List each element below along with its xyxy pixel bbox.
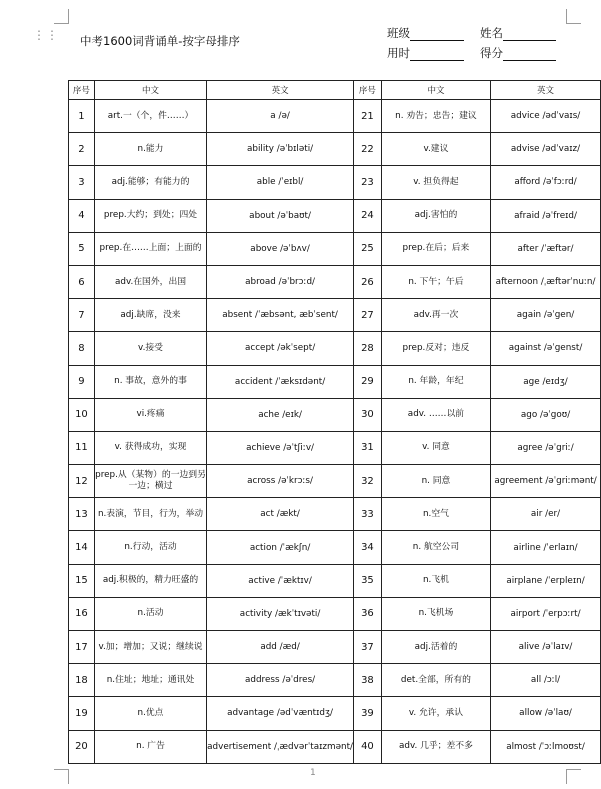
index-cell: 40 bbox=[354, 730, 382, 763]
table-row bbox=[69, 431, 601, 464]
chinese-cell: n.活动 bbox=[94, 597, 206, 630]
table-row bbox=[69, 365, 601, 398]
chinese-cell: adv. ……以前 bbox=[381, 398, 490, 431]
index-cell: 5 bbox=[69, 232, 95, 265]
chinese-cell: v. 同意 bbox=[381, 431, 490, 464]
index-cell: 29 bbox=[354, 365, 382, 398]
english-cell: air /er/ bbox=[491, 498, 601, 531]
table-body bbox=[69, 100, 601, 764]
index-cell: 32 bbox=[354, 465, 382, 498]
chinese-cell: adj.能够；有能力的 bbox=[94, 166, 206, 199]
english-cell: again /əˈgen/ bbox=[491, 299, 601, 332]
chinese-cell: n.住址；地址；通讯处 bbox=[94, 664, 206, 697]
index-cell: 37 bbox=[354, 631, 382, 664]
chinese-cell: prep.在后；后来 bbox=[381, 232, 490, 265]
table-row bbox=[69, 465, 601, 498]
english-cell: active /ˈæktɪv/ bbox=[207, 564, 354, 597]
index-cell: 20 bbox=[69, 730, 95, 763]
col-header-chinese: 中文 bbox=[94, 81, 206, 100]
table-row bbox=[69, 531, 601, 564]
index-cell: 10 bbox=[69, 398, 95, 431]
chinese-cell: n.优点 bbox=[94, 697, 206, 730]
chinese-cell: prep.在……上面；上面的 bbox=[94, 232, 206, 265]
chinese-cell: adj.害怕的 bbox=[381, 199, 490, 232]
index-cell: 21 bbox=[354, 100, 382, 133]
table-header-row bbox=[69, 81, 601, 100]
chinese-cell: prep.反对；违反 bbox=[381, 332, 490, 365]
score-field[interactable]: 得分 bbox=[480, 45, 556, 61]
index-cell: 27 bbox=[354, 299, 382, 332]
chinese-cell: art.一（个，件……） bbox=[94, 100, 206, 133]
table-row bbox=[69, 597, 601, 630]
chinese-cell: prep.从（某物）的一边到另一边；横过 bbox=[94, 465, 206, 498]
chinese-cell: n.飞机 bbox=[381, 564, 490, 597]
english-cell: after /ˈæftər/ bbox=[491, 232, 601, 265]
chinese-cell: v.加；增加；又说；继续说 bbox=[94, 631, 206, 664]
index-cell: 9 bbox=[69, 365, 95, 398]
chinese-cell: v.接受 bbox=[94, 332, 206, 365]
english-cell: across /əˈkrɔːs/ bbox=[207, 465, 354, 498]
index-cell: 12 bbox=[69, 465, 95, 498]
col-header-index: 序号 bbox=[354, 81, 382, 100]
table-row bbox=[69, 730, 601, 763]
chinese-cell: v. 允许，承认 bbox=[381, 697, 490, 730]
english-cell: all /ɔːl/ bbox=[491, 664, 601, 697]
class-field[interactable]: 班级 bbox=[387, 25, 464, 41]
table-row bbox=[69, 299, 601, 332]
index-cell: 6 bbox=[69, 265, 95, 298]
index-cell: 39 bbox=[354, 697, 382, 730]
chinese-cell: adj.活着的 bbox=[381, 631, 490, 664]
index-cell: 24 bbox=[354, 199, 382, 232]
name-field[interactable]: 姓名 bbox=[480, 25, 556, 41]
chinese-cell: n. 事故，意外的事 bbox=[94, 365, 206, 398]
index-cell: 18 bbox=[69, 664, 95, 697]
chinese-cell: n.飞机场 bbox=[381, 597, 490, 630]
english-cell: advise /ədˈvaɪz/ bbox=[491, 133, 601, 166]
table-row bbox=[69, 332, 601, 365]
table-row bbox=[69, 398, 601, 431]
english-cell: add /æd/ bbox=[207, 631, 354, 664]
chinese-cell: n.空气 bbox=[381, 498, 490, 531]
english-cell: able /ˈeɪbl/ bbox=[207, 166, 354, 199]
index-cell: 25 bbox=[354, 232, 382, 265]
english-cell: accept /əkˈsept/ bbox=[207, 332, 354, 365]
english-cell: airline /ˈerlaɪn/ bbox=[491, 531, 601, 564]
english-cell: above /əˈbʌv/ bbox=[207, 232, 354, 265]
chinese-cell: det.全部，所有的 bbox=[381, 664, 490, 697]
table-row bbox=[69, 664, 601, 697]
chinese-cell: n.行动，活动 bbox=[94, 531, 206, 564]
index-cell: 13 bbox=[69, 498, 95, 531]
english-cell: airport /ˈerpɔːrt/ bbox=[491, 597, 601, 630]
english-cell: airplane /ˈerpleɪn/ bbox=[491, 564, 601, 597]
english-cell: achieve /əˈtʃiːv/ bbox=[207, 431, 354, 464]
table-row bbox=[69, 133, 601, 166]
index-cell: 38 bbox=[354, 664, 382, 697]
index-cell: 14 bbox=[69, 531, 95, 564]
time-field[interactable]: 用时 bbox=[387, 45, 464, 61]
index-cell: 19 bbox=[69, 697, 95, 730]
index-cell: 8 bbox=[69, 332, 95, 365]
english-cell: accident /ˈæksɪdənt/ bbox=[207, 365, 354, 398]
chinese-cell: n. 下午；午后 bbox=[381, 265, 490, 298]
english-cell: abroad /əˈbrɔːd/ bbox=[207, 265, 354, 298]
index-cell: 17 bbox=[69, 631, 95, 664]
english-cell: almost /ˈɔːlmoʊst/ bbox=[491, 730, 601, 763]
crop-mark-top-right bbox=[566, 9, 581, 24]
chinese-cell: prep.大约；到处；四处 bbox=[94, 199, 206, 232]
index-cell: 30 bbox=[354, 398, 382, 431]
english-cell: agree /əˈgriː/ bbox=[491, 431, 601, 464]
english-cell: alive /əˈlaɪv/ bbox=[491, 631, 601, 664]
index-cell: 4 bbox=[69, 199, 95, 232]
col-header-chinese: 中文 bbox=[381, 81, 490, 100]
index-cell: 11 bbox=[69, 431, 95, 464]
english-cell: afraid /əˈfreɪd/ bbox=[491, 199, 601, 232]
crop-mark-bottom-left bbox=[54, 769, 69, 784]
chinese-cell: n. 航空公司 bbox=[381, 531, 490, 564]
english-cell: absent /ˈæbsənt, æbˈsent/ bbox=[207, 299, 354, 332]
english-cell: age /eɪdʒ/ bbox=[491, 365, 601, 398]
chinese-cell: adv.在国外，出国 bbox=[94, 265, 206, 298]
english-cell: against /əˈgenst/ bbox=[491, 332, 601, 365]
index-cell: 3 bbox=[69, 166, 95, 199]
index-cell: 36 bbox=[354, 597, 382, 630]
chinese-cell: v.建议 bbox=[381, 133, 490, 166]
chinese-cell: n. 年龄，年纪 bbox=[381, 365, 490, 398]
english-cell: ability /əˈbɪləti/ bbox=[207, 133, 354, 166]
chinese-cell: adj.缺席，没来 bbox=[94, 299, 206, 332]
chinese-cell: v. 担负得起 bbox=[381, 166, 490, 199]
page-title: 中考1600词背诵单-按字母排序 bbox=[80, 34, 240, 48]
crop-mark-bottom-right bbox=[566, 769, 581, 784]
chinese-cell: n. 同意 bbox=[381, 465, 490, 498]
chinese-cell: n.表演，节目，行为，举动 bbox=[94, 498, 206, 531]
english-cell: afford /əˈfɔːrd/ bbox=[491, 166, 601, 199]
col-header-index: 序号 bbox=[69, 81, 95, 100]
index-cell: 28 bbox=[354, 332, 382, 365]
english-cell: agreement /əˈgriːmənt/ bbox=[491, 465, 601, 498]
english-cell: act /ækt/ bbox=[207, 498, 354, 531]
index-cell: 7 bbox=[69, 299, 95, 332]
drag-handle-icon[interactable]: ⋮⋮ bbox=[33, 28, 59, 42]
english-cell: action /ˈækʃn/ bbox=[207, 531, 354, 564]
table-row bbox=[69, 265, 601, 298]
table-row bbox=[69, 498, 601, 531]
english-cell: ago /əˈgoʊ/ bbox=[491, 398, 601, 431]
table-row bbox=[69, 199, 601, 232]
index-cell: 23 bbox=[354, 166, 382, 199]
index-cell: 33 bbox=[354, 498, 382, 531]
english-cell: advice /ədˈvaɪs/ bbox=[491, 100, 601, 133]
table-row bbox=[69, 100, 601, 133]
english-cell: allow /əˈlaʊ/ bbox=[491, 697, 601, 730]
chinese-cell: v. 获得成功，实现 bbox=[94, 431, 206, 464]
index-cell: 16 bbox=[69, 597, 95, 630]
chinese-cell: vi.疼痛 bbox=[94, 398, 206, 431]
vocabulary-table bbox=[68, 80, 601, 764]
english-cell: address /əˈdres/ bbox=[207, 664, 354, 697]
english-cell: a /ə/ bbox=[207, 100, 354, 133]
page-number: 1 bbox=[310, 768, 316, 778]
table-row bbox=[69, 166, 601, 199]
chinese-cell: n. 广告 bbox=[94, 730, 206, 763]
index-cell: 35 bbox=[354, 564, 382, 597]
chinese-cell: adv.再一次 bbox=[381, 299, 490, 332]
index-cell: 15 bbox=[69, 564, 95, 597]
table-row bbox=[69, 697, 601, 730]
index-cell: 1 bbox=[69, 100, 95, 133]
index-cell: 26 bbox=[354, 265, 382, 298]
table-row bbox=[69, 631, 601, 664]
chinese-cell: n. 劝告；忠告；建议 bbox=[381, 100, 490, 133]
english-cell: advertisement /ˌædvərˈtaɪzmənt/ bbox=[207, 730, 354, 763]
index-cell: 2 bbox=[69, 133, 95, 166]
chinese-cell: n.能力 bbox=[94, 133, 206, 166]
index-cell: 31 bbox=[354, 431, 382, 464]
chinese-cell: adv. 几乎；差不多 bbox=[381, 730, 490, 763]
index-cell: 34 bbox=[354, 531, 382, 564]
col-header-english: 英文 bbox=[207, 81, 354, 100]
chinese-cell: adj.积极的，精力旺盛的 bbox=[94, 564, 206, 597]
col-header-english: 英文 bbox=[491, 81, 601, 100]
english-cell: advantage /ədˈvæntɪdʒ/ bbox=[207, 697, 354, 730]
english-cell: afternoon /ˌæftərˈnuːn/ bbox=[491, 265, 601, 298]
crop-mark-top-left bbox=[54, 9, 69, 24]
english-cell: activity /ækˈtɪvəti/ bbox=[207, 597, 354, 630]
english-cell: about /əˈbaʊt/ bbox=[207, 199, 354, 232]
table-row bbox=[69, 232, 601, 265]
table-row bbox=[69, 564, 601, 597]
english-cell: ache /eɪk/ bbox=[207, 398, 354, 431]
index-cell: 22 bbox=[354, 133, 382, 166]
